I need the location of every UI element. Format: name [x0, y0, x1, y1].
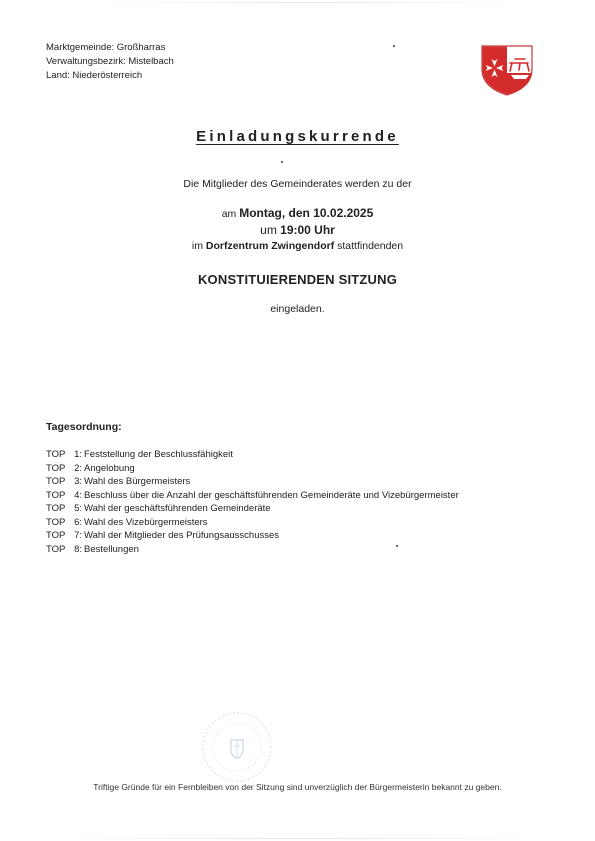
- agenda-item: [46, 489, 459, 503]
- time-prefix: um: [260, 223, 281, 237]
- invitation-intro: Die Mitglieder des Gemeinderates werden zu der: [183, 178, 412, 190]
- scan-speck: [281, 161, 283, 163]
- agenda-item-number: 1:: [74, 449, 82, 460]
- place-suffix: stattfindenden: [334, 240, 404, 252]
- agenda-item-top-label: TOP: [46, 543, 66, 555]
- scan-speck: [393, 45, 395, 47]
- meeting-place-line: [0, 240, 595, 252]
- agenda-item-text: Wahl der Mitglieder des Prüfungsausschusses: [84, 530, 280, 541]
- agenda-item-top-label: TOP: [46, 516, 66, 528]
- agenda-title: Tagesordnung:: [46, 421, 122, 433]
- agenda-item-text: Bestellungen: [84, 543, 139, 555]
- agenda-item: [46, 502, 459, 516]
- scan-edge-top: [60, 2, 560, 3]
- agenda-item-top-label: TOP: [46, 503, 66, 514]
- agenda-item-text: Beschluss über die Anzahl der geschäftsführenden Gemeinderäte und Vizebürgermeister: [84, 489, 459, 501]
- agenda-item-top-label: TOP: [46, 530, 66, 541]
- agenda-item-number: 7:: [74, 530, 82, 541]
- agenda-item-number: 6:: [74, 516, 82, 528]
- meeting-date: , den 10.02.2025: [281, 206, 374, 220]
- footer-note: Triftige Gründe für ein Fernbleiben von der Sitzung sind unverzüglich der Bürgermeisterin bekannt zu geben.: [93, 782, 502, 792]
- meeting-date-line: [0, 206, 595, 220]
- invited-text: eingeladen.: [270, 303, 325, 315]
- agenda-list: [46, 448, 459, 556]
- meeting-place: Dorfzentrum Zwingendorf: [205, 240, 335, 252]
- document-title: [0, 128, 595, 145]
- agenda-item: [46, 475, 459, 489]
- agenda-item-text: Wahl des Vizebürgermeisters: [84, 516, 208, 528]
- municipality-line: Marktgemeinde: Großharras: [46, 42, 166, 53]
- agenda-item: [46, 543, 459, 557]
- agenda-item-top-label: TOP: [46, 449, 66, 460]
- agenda-item-text: Wahl der geschäftsführenden Gemeinderäte: [84, 503, 271, 514]
- agenda-item-number: 3:: [74, 476, 82, 487]
- agenda-item-number: 2:: [74, 462, 82, 474]
- state-line: Land: Niederösterreich: [46, 70, 143, 81]
- district-line: Verwaltungsbezirk: Mistelbach: [46, 56, 174, 67]
- date-prefix: am: [221, 208, 240, 220]
- agenda-item: [46, 462, 459, 476]
- meeting-time-line: [0, 223, 595, 237]
- issuer-header: [46, 41, 174, 83]
- coat-of-arms-icon: [479, 43, 535, 97]
- session-type: KONSTITUIERENDEN SITZUNG: [197, 272, 398, 287]
- agenda-item: [46, 516, 459, 530]
- meeting-time: 19:00 Uhr: [280, 223, 335, 237]
- agenda-item-top-label: TOP: [46, 462, 66, 474]
- agenda-item-number: 8:: [74, 543, 82, 555]
- place-prefix: im: [191, 240, 206, 252]
- agenda-item-text: Feststellung der Beschlussfähigkeit: [84, 449, 233, 460]
- scan-edge-bottom: [40, 838, 560, 839]
- agenda-item: [46, 529, 459, 543]
- agenda-item-number: 4:: [74, 489, 82, 501]
- agenda-item-text: Wahl des Bürgermeisters: [84, 476, 191, 487]
- document-title-text: Einladungskurrende: [196, 128, 399, 145]
- agenda-item-top-label: TOP: [46, 476, 66, 487]
- agenda-item: [46, 448, 459, 462]
- agenda-item-top-label: TOP: [46, 489, 66, 501]
- agenda-item-number: 5:: [74, 503, 82, 514]
- official-stamp-icon: [200, 710, 274, 784]
- meeting-day: Montag: [239, 206, 282, 220]
- agenda-item-text: Angelobung: [84, 462, 135, 474]
